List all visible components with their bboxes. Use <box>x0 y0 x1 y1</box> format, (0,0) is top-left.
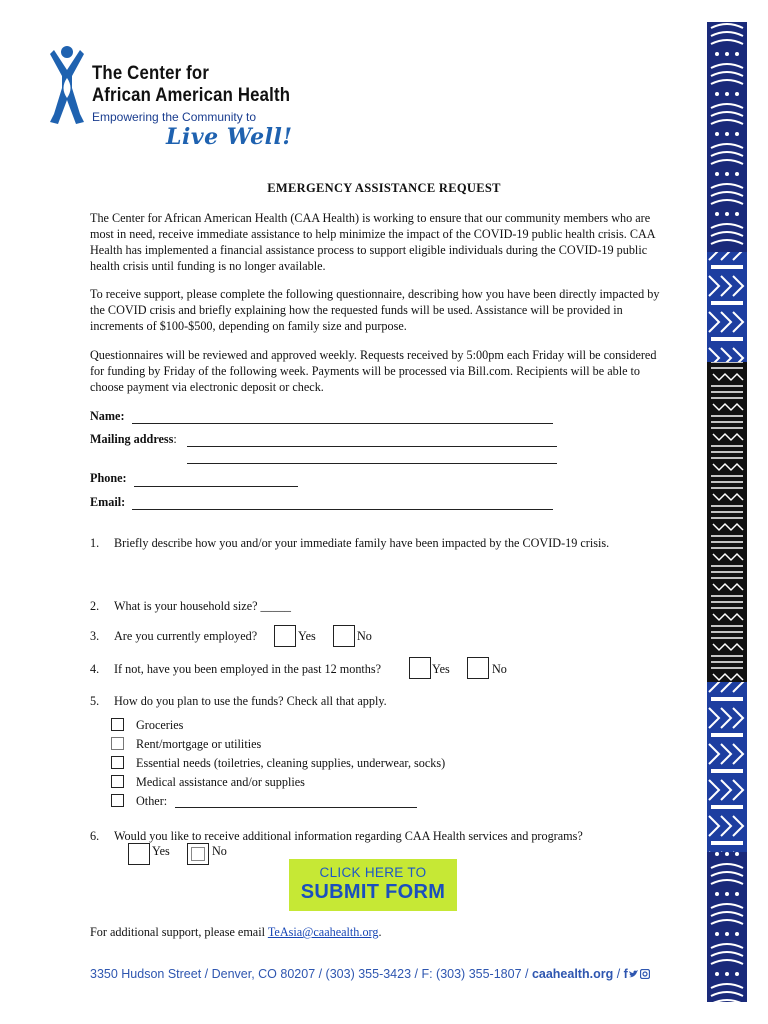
instructions-paragraph: To receive support, please complete the following questionnaire, describing how you have been directly impacted by the COVID crisis and briefly explaining how the requested funds will be used. Assistance will be provided in increments of $100-$500, depending on family size and purpose. <box>90 287 660 333</box>
question-4 <box>90 662 381 677</box>
organization-name-line2: African American Health <box>92 84 291 106</box>
question-3-text: Are you currently employed? <box>114 629 258 643</box>
question-1 <box>90 536 609 551</box>
question-2 <box>90 599 291 614</box>
name-field[interactable] <box>132 423 553 424</box>
essential-needs-label: Essential needs (toiletries, cleaning supplies, underwear, socks) <box>136 756 446 770</box>
decorative-pattern-strip <box>707 22 747 1002</box>
question-6-number: 6. <box>90 829 100 843</box>
instagram-icon[interactable] <box>640 969 650 979</box>
mailing-label-colon: : <box>173 432 177 446</box>
medical-assistance-label: Medical assistance and/or supplies <box>136 775 305 789</box>
rent-utilities-checkbox[interactable] <box>111 737 124 750</box>
organization-tagline: Empowering the Community to <box>92 110 257 124</box>
email-label: Email: <box>90 495 126 509</box>
support-text <box>90 925 382 940</box>
other-label: Other: <box>136 794 168 808</box>
phone-field[interactable] <box>134 486 298 487</box>
footer-website-link[interactable]: caahealth.org <box>531 967 614 981</box>
footer <box>90 967 650 981</box>
q3-no-label: No <box>357 629 372 643</box>
question-4-number: 4. <box>90 662 100 676</box>
other-field[interactable] <box>175 807 417 808</box>
question-6-text: Would you like to receive additional information regarding CAA Health services and programs? <box>114 829 583 843</box>
question-5 <box>90 694 387 709</box>
q4-yes-label: Yes <box>432 662 450 676</box>
email-field[interactable] <box>132 509 553 510</box>
support-prefix: For additional support, please email <box>90 925 268 939</box>
groceries-checkbox[interactable] <box>111 718 124 731</box>
intro-paragraph: The Center for African American Health (CAA Health) is working to ensure that our community members who are most in need, receive immediate assistance to help minimize the impact of the COVID-19 public health crisis. CAA Health has implemented a financial assistance process to support eligible individuals during the COVID-19 public health crisis until funding is no longer available. <box>90 211 655 273</box>
other-checkbox[interactable] <box>111 794 124 807</box>
question-4-text: If not, have you been employed in the past 12 months? <box>114 662 382 676</box>
facebook-icon[interactable]: f <box>623 967 628 981</box>
question-3-number: 3. <box>90 629 100 643</box>
mailing-address-field-line2[interactable] <box>187 463 557 464</box>
mailing-label-text: Mailing address <box>90 432 174 446</box>
organization-name-line1: The Center for <box>92 62 210 84</box>
organization-name <box>92 62 290 106</box>
footer-separator: / <box>613 967 624 981</box>
question-2-number: 2. <box>90 599 100 613</box>
question-5-number: 5. <box>90 694 100 708</box>
support-email-link[interactable]: TeAsia@caahealth.org <box>267 925 379 939</box>
review-paragraph: Questionnaires will be reviewed and approved weekly. Requests received by 5:00pm each Friday will be considered for funding by Friday of the following week. Payments will be processed via Bill.com. Recipients will be able to choose payment via electronic deposit or check. <box>90 348 657 394</box>
q6-no-checkbox[interactable] <box>187 843 209 865</box>
essential-needs-checkbox[interactable] <box>111 756 124 769</box>
submit-button-line1: CLICK HERE TO <box>319 865 427 880</box>
q6-yes-checkbox[interactable] <box>128 843 150 865</box>
q3-no-checkbox[interactable] <box>333 625 355 647</box>
question-1-text: Briefly describe how you and/or your immediate family have been impacted by the COVID-19 crisis. <box>114 536 610 550</box>
form-title: EMERGENCY ASSISTANCE REQUEST <box>267 181 501 195</box>
twitter-icon[interactable] <box>628 969 639 979</box>
question-5-text: How do you plan to use the funds? Check all that apply. <box>114 694 387 708</box>
question-6 <box>90 829 583 844</box>
submit-button-line2: SUBMIT FORM <box>300 881 446 903</box>
caa-logo-figure <box>46 44 88 128</box>
mailing-address-field-line1[interactable] <box>187 446 557 447</box>
mailing-label <box>90 432 177 447</box>
question-2-text: What is your household size? _____ <box>114 599 292 613</box>
q4-no-label: No <box>492 662 507 676</box>
question-3 <box>90 629 257 644</box>
q6-no-label: No <box>212 844 227 858</box>
support-suffix: . <box>378 925 382 939</box>
submit-form-button[interactable] <box>289 859 457 911</box>
groceries-label: Groceries <box>136 718 184 732</box>
q6-no-inner-box <box>191 847 205 861</box>
phone-label: Phone: <box>90 471 127 485</box>
q4-yes-checkbox[interactable] <box>409 657 431 679</box>
q3-yes-checkbox[interactable] <box>274 625 296 647</box>
q3-yes-label: Yes <box>298 629 316 643</box>
question-1-number: 1. <box>90 536 100 550</box>
q4-no-checkbox[interactable] <box>467 657 489 679</box>
footer-address: 3350 Hudson Street / Denver, CO 80207 / (303) 355-3423 / F: (303) 355-1807 / <box>90 967 532 981</box>
rent-utilities-label: Rent/mortgage or utilities <box>136 737 262 751</box>
medical-assistance-checkbox[interactable] <box>111 775 124 788</box>
q6-yes-label: Yes <box>152 844 170 858</box>
name-label: Name: <box>90 409 125 423</box>
logo-script-text: Live Well! <box>166 124 293 150</box>
